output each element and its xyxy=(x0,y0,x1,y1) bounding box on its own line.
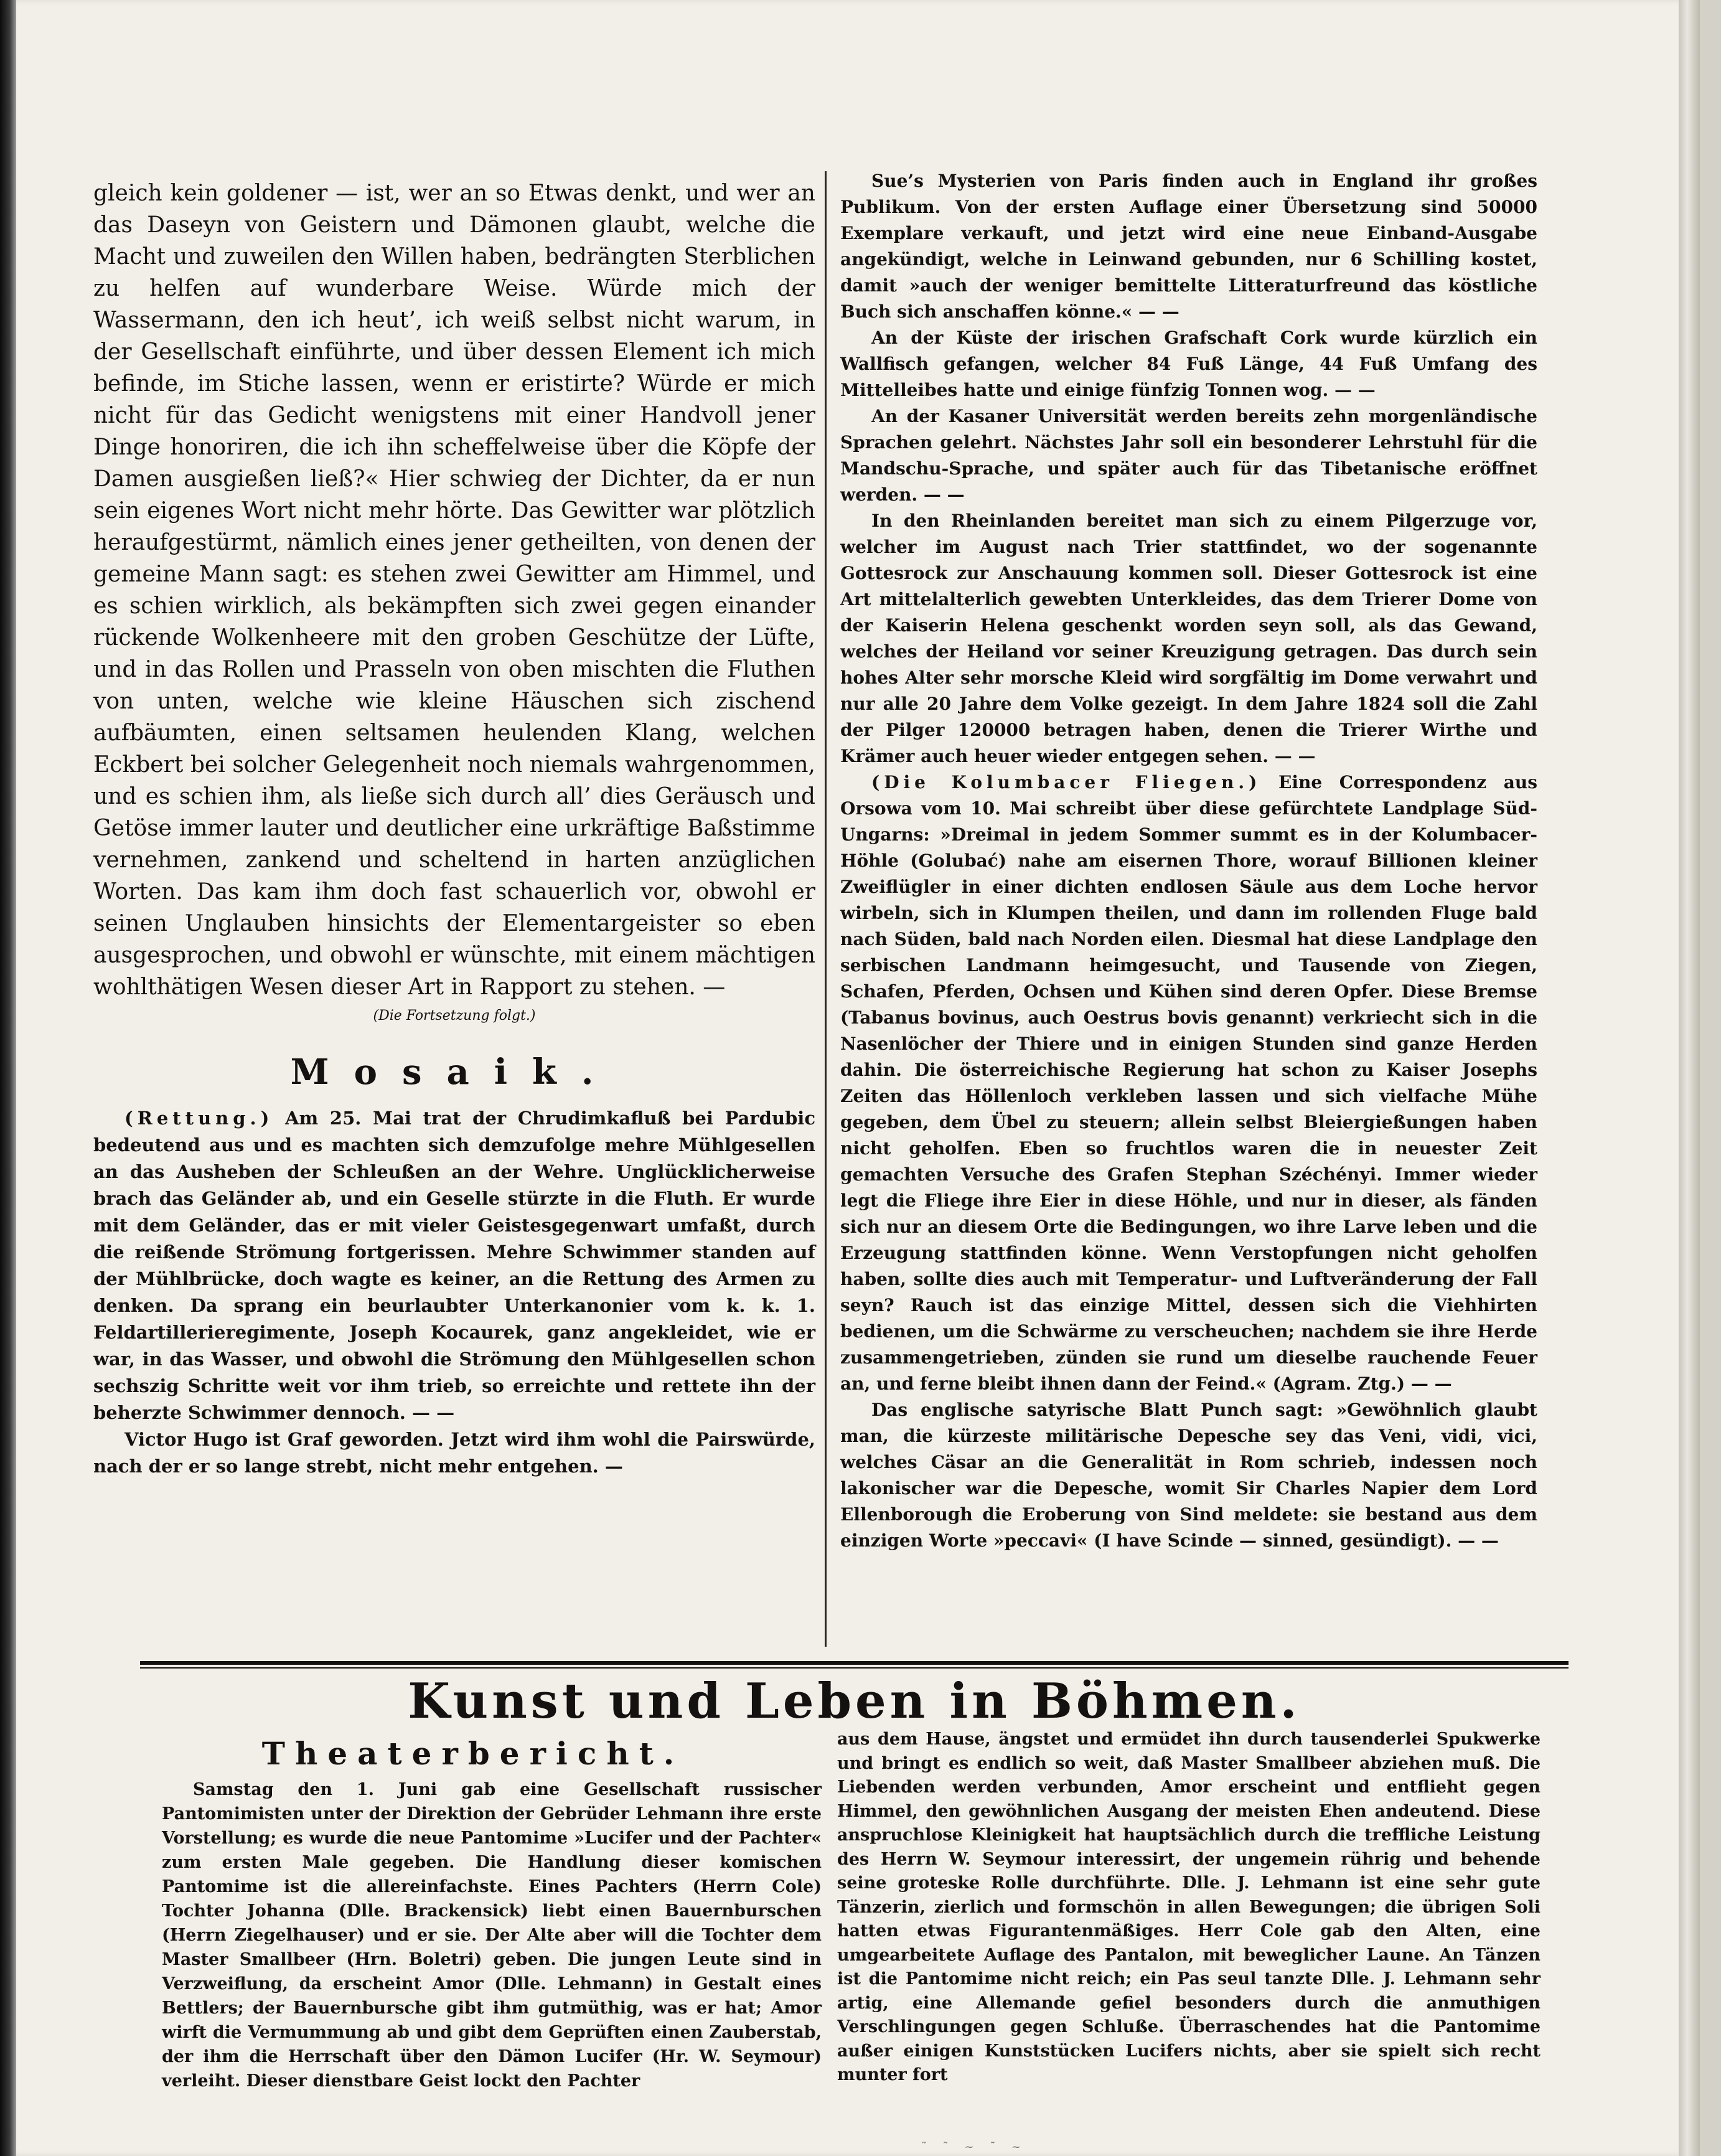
bottom-page-marks: ˜ ˜ ~ ˜ ~ xyxy=(921,2140,1028,2154)
news-item-cork: An der Küste der irischen Grafschaft Cork wurde kürzlich ein Wallfisch gefangen, welcher 84 Fuß Länge, 44 Fuß Umfang des Mittelleibes hatte und einige fünfzig Tonnen wog. — — xyxy=(840,327,1537,400)
news-item-flies xyxy=(840,770,1537,1397)
story-continuation-text: gleich kein goldener — ist, wer an so Etwas denkt, und wer an das Daseyn von Geistern und Dämonen glaubt, welche die Macht und zuweilen den Willen haben, bedrängten Sterblichen zu helfen auf wunderbare Weise. Würde mich der Wassermann, den ich heut’, ich weiß selbst nicht warum, in der Gesellschaft einführte, und über dessen Element ich mich befinde, im Stiche lassen, wenn er eristirte? Würde er mich nicht für das Gedicht wenigstens mit einer Handvoll jener Dinge honoriren, die ich ihn scheffelweise über die Köpfe der Damen ausgießen ließ?« Hier schwieg der Dichter, da er nun sein eigenes Wort nicht mehr hörte. Das Gewitter war plötzlich heraufgestürmt, nämlich eines jener getheilten, von denen der gemeine Mann sagt: es stehen zwei Gewitter am Himmel, und es schien wirklich, als bekämpften sich zwei gegen einander rückende Wolkenheere mit den groben Geschütze der Lüfte, und in das Rollen und Prasseln von oben mischten die Fluthen von unten, welche wie kleine Häuschen sich zischend aufbäumten, einen seltsamen heulenden Klang, welchen Eckbert bei solcher Gelegenheit noch niemals wahrgenommen, und es schien ihm, als ließe sich durch all’ dies Geräusch und Getöse immer lauter und deutlicher eine urkräftige Baßstimme vernehmen, zankend und scheltend in harten anzüglichen Worten. Das kam ihm doch fast schauerlich vor, obwohl er seinen Unglauben hinsichts der Elementargeister so eben ausgesprochen, und obwohl er wünschte, mit einem mächtigen wohlthätigen Wesen dieser Art in Rapport zu stehen. — xyxy=(93,181,815,1000)
news-item-rettung xyxy=(93,1105,815,1426)
book-spine-shadow xyxy=(0,0,16,2156)
theater-report-right xyxy=(837,1728,1540,2084)
masthead-kunst-und-leben: Kunst und Leben in Böhmen. xyxy=(408,1673,1301,1730)
right-column xyxy=(840,168,1537,1650)
section-rule-thick xyxy=(140,1661,1569,1665)
left-column xyxy=(93,177,815,1641)
column-divider xyxy=(825,171,827,1647)
news-item-kasan: An der Kasaner Universität werden bereits zehn morgenländische Sprachen gelehrt. Nächstes Jahr soll ein besonderer Lehrstuhl für die Mandschu-Sprache, und später auch für das Tibetanische eröffnet werden. — — xyxy=(840,406,1537,505)
news-item-trier: In den Rheinlanden bereitet man sich zu einem Pilgerzuge vor, welcher im August nach Trier stattfindet, wo der sogenannte Gottesrock zur Anschauung kommen soll. Dieser Gottesrock ist eine Art mittelalterlich gewebten Unterkleides, das dem Trierer Dome von der Kaiserin Helena geschenkt worden seyn soll, als das Gewand, welches der Heiland vor seiner Kreuzigung getragen. Das durch sein hohes Alter sehr morsche Kleid wird sorgfältig im Dome verwahrt und nur alle 20 Jahre dem Volke gezeigt. In dem Jahre 1824 soll die Zahl der Pilger 120000 betragen haben, denen die Trierer Wirthe und Krämer auch heuer wieder entgegen sehen. — — xyxy=(840,511,1537,766)
news-item-punch: Das englische satyrische Blatt Punch sagt: »Gewöhnlich glaubt man, die kürzeste militärische Depesche sey das Veni, vidi, vici, welches Cäsar an die Generalität in Rom schrieb, indessen noch lakonischer war die Depesche, womit Sir Charles Napier dem Lord Ellenborough die Eroberung von Sind meldete: sie bestand aus dem einzigen Worte »peccavi« (I have Scinde — sinned, gesündigt). — — xyxy=(840,1400,1537,1551)
theaterbericht-heading: Theaterbericht. xyxy=(261,1735,685,1772)
page-edge xyxy=(1679,0,1700,2156)
news-item-sue: Sue’s Mysterien von Paris finden auch in England ihr großes Publikum. Von der ersten Auflage einer Übersetzung sind 50000 Exemplare verkauft, und jetzt wird eine neue Einband-Ausgabe angekündigt, welche in Leinwand gebunden, nur 6 Schilling kostet, damit »auch der weniger bemittelte Litteraturfreund das köstliche Buch sich anschaffen könne.« — — xyxy=(840,171,1537,322)
continued-note: (Die Fortsetzung folgt.) xyxy=(373,1008,536,1024)
section-rule-thin xyxy=(140,1667,1569,1669)
theater-text-right: aus dem Hause, ängstet und ermüdet ihn durch tausenderlei Spukwerke und bringt es endlich so weit, daß Master Smallbeer abziehen muß. Die Liebenden werden verbunden, Amor erscheint und entflieht gegen Himmel, den gewöhnlichen Ausgang der meisten Ehen andeutend. Diese anspruchlose Kleinigkeit hat hauptsächlich durch die treffliche Leistung des Herrn W. Seymour interessirt, der ungemein rührig und behende seine groteske Rolle durchführte. Dlle. J. Lehmann ist eine sehr gute Tänzerin, zierlich und formschön in allen Bewegungen; die übrigen Soli hatten etwas Figurantenmäßiges. Herr Cole gab den Alten, eine umgearbeitete Auflage des Pantalon, mit beweglicher Laune. An Tänzen ist die Pantomime nicht reich; ein Pas seul tanzte Dlle. J. Lehmann sehr artig, eine Allemande gefiel besonders durch die anmuthigen Verschlingungen gegen Schluße. Überraschendes hat die Pantomime außer einigen Kunststücken Lucifers nichts, aber sie spielt sich recht munter fort xyxy=(837,1730,1540,2084)
theater-text-left: Samstag den 1. Juni gab eine Gesellschaft russischer Pantomimisten unter der Direktion der Gebrüder Lehmann ihre erste Vorstellung; es wurde die neue Pantomime »Lucifer und der Pachter« zum ersten Male gegeben. Die Handlung dieser komischen Pantomime ist die allereinfachste. Eines Pachters (Herrn Cole) Tochter Johanna (Dlle. Brackensick) liebt einen Bauernburschen (Herrn Ziegelhauser) und er sie. Der Alte aber will die Tochter dem Master Smallbeer (Hrn. Boletri) geben. Die jungen Leute sind in Verzweiflung, da erscheint Amor (Dlle. Lehmann) in Gestalt eines Bettlers; der Bauernbursche gibt ihm gutmüthig, was er hat; Amor wirft die Vermummung ab und gibt dem Geprüften einen Zauberstab, der ihm die Herrschaft über den Dämon Lucifer (Hr. W. Seymour) verleiht. Dieser dienstbare Geist lockt den Pachter xyxy=(162,1780,822,2091)
item-label-rettung: (Rettung.) xyxy=(124,1108,274,1129)
item-text-flies: Eine Correspondenz aus Orsowa vom 10. Mai schreibt über diese gefürchtete Landplage Süd-Ungarns: »Dreimal in jedem Sommer summt es in der Kolumbacer-Höhle (Golubać) nahe am eisernen Thore, worauf Billionen kleiner Zweiflügler in einer dichten endlosen Säule aus dem Loche hervor wirbeln, sich in Klumpen theilen, und dann im rollenden Fluge bald nach Süden, bald nach Norden eilen. Diesmal hat diese Landplage den serbischen Landmann heimgesucht, und Tausende von Ziegen, Schafen, Pferden, Ochsen und Kühen sind deren Opfer. Diese Bremse (Tabanus bovinus, auch Oestrus bovis genannt) verkriecht sich in die Nasenlöcher der Thiere und in einigen Stunden sind ganze Herden dahin. Die österreichische Regierung hat schon zu Kaiser Josephs Zeiten das Höllenloch verkleben lassen und sich vielfache Mühe gegeben, dem Übel zu steuern; allein selbst Bleiergießungen haben nicht geholfen. Eben so fruchtlos waren die in neuester Zeit gemachten Versuche des Grafen Stephan Széchényi. Immer wieder legt die Fliege ihre Eier in diese Höhle, und nur in dieser, als fänden sich nur an diesem Orte die Bedingungen, wo ihre Larve leben und die Erzeugung stattfinden könne. Wenn Verstopfungen nicht geholfen haben, sollte dies auch mit Temperatur- und Luftveränderung der Fall seyn? Rauch ist das einzige Mittel, dessen sich die Viehhirten bedienen, um die Schwärme zu verscheuchen; nachdem sie ihre Herde zusammengetrieben, zünden sie rund um dieselbe rauchende Feuer an, und ferne bleibt ihnen dann der Feind.« (Agram. Ztg.) — — xyxy=(840,772,1538,1394)
item-label-flies: (Die Kolumbacer Fliegen.) xyxy=(871,772,1262,793)
news-item-hugo: Victor Hugo ist Graf geworden. Jetzt wird ihm wohl die Pairswürde, nach der er so lange strebt, nicht mehr entgehen. — xyxy=(93,1429,815,1477)
section-title-mosaik: Mosaik. xyxy=(290,1052,619,1093)
item-text-rettung: Am 25. Mai trat der Chrudimkafluß bei Pardubic bedeutend aus und es machten sich demzufolge mehre Mühlgesellen an das Ausheben der Schleußen an der Wehre. Unglücklicherweise brach das Geländer ab, und ein Geselle stürzte in die Fluth. Er wurde mit dem Geländer, das er mit vieler Geistesgegenwart umfaßt, durch die reißende Strömung fortgerissen. Mehre Schwimmer standen auf der Mühlbrücke, doch wagte es keiner, an die Rettung des Armen zu denken. Da sprang ein beurlaubter Unterkanonier vom k. k. 1. Feldartillerieregimente, Joseph Kocaurek, ganz angekleidet, wie er war, in das Wasser, und obwohl die Strömung den Mühlgesellen schon sechszig Schritte weit vor ihm trieb, so erreichte und rettete ihn der beherzte Schwimmer dennoch. — — xyxy=(93,1108,815,1423)
mosaik-items xyxy=(93,1105,815,1480)
theater-report-left xyxy=(162,1777,822,2091)
